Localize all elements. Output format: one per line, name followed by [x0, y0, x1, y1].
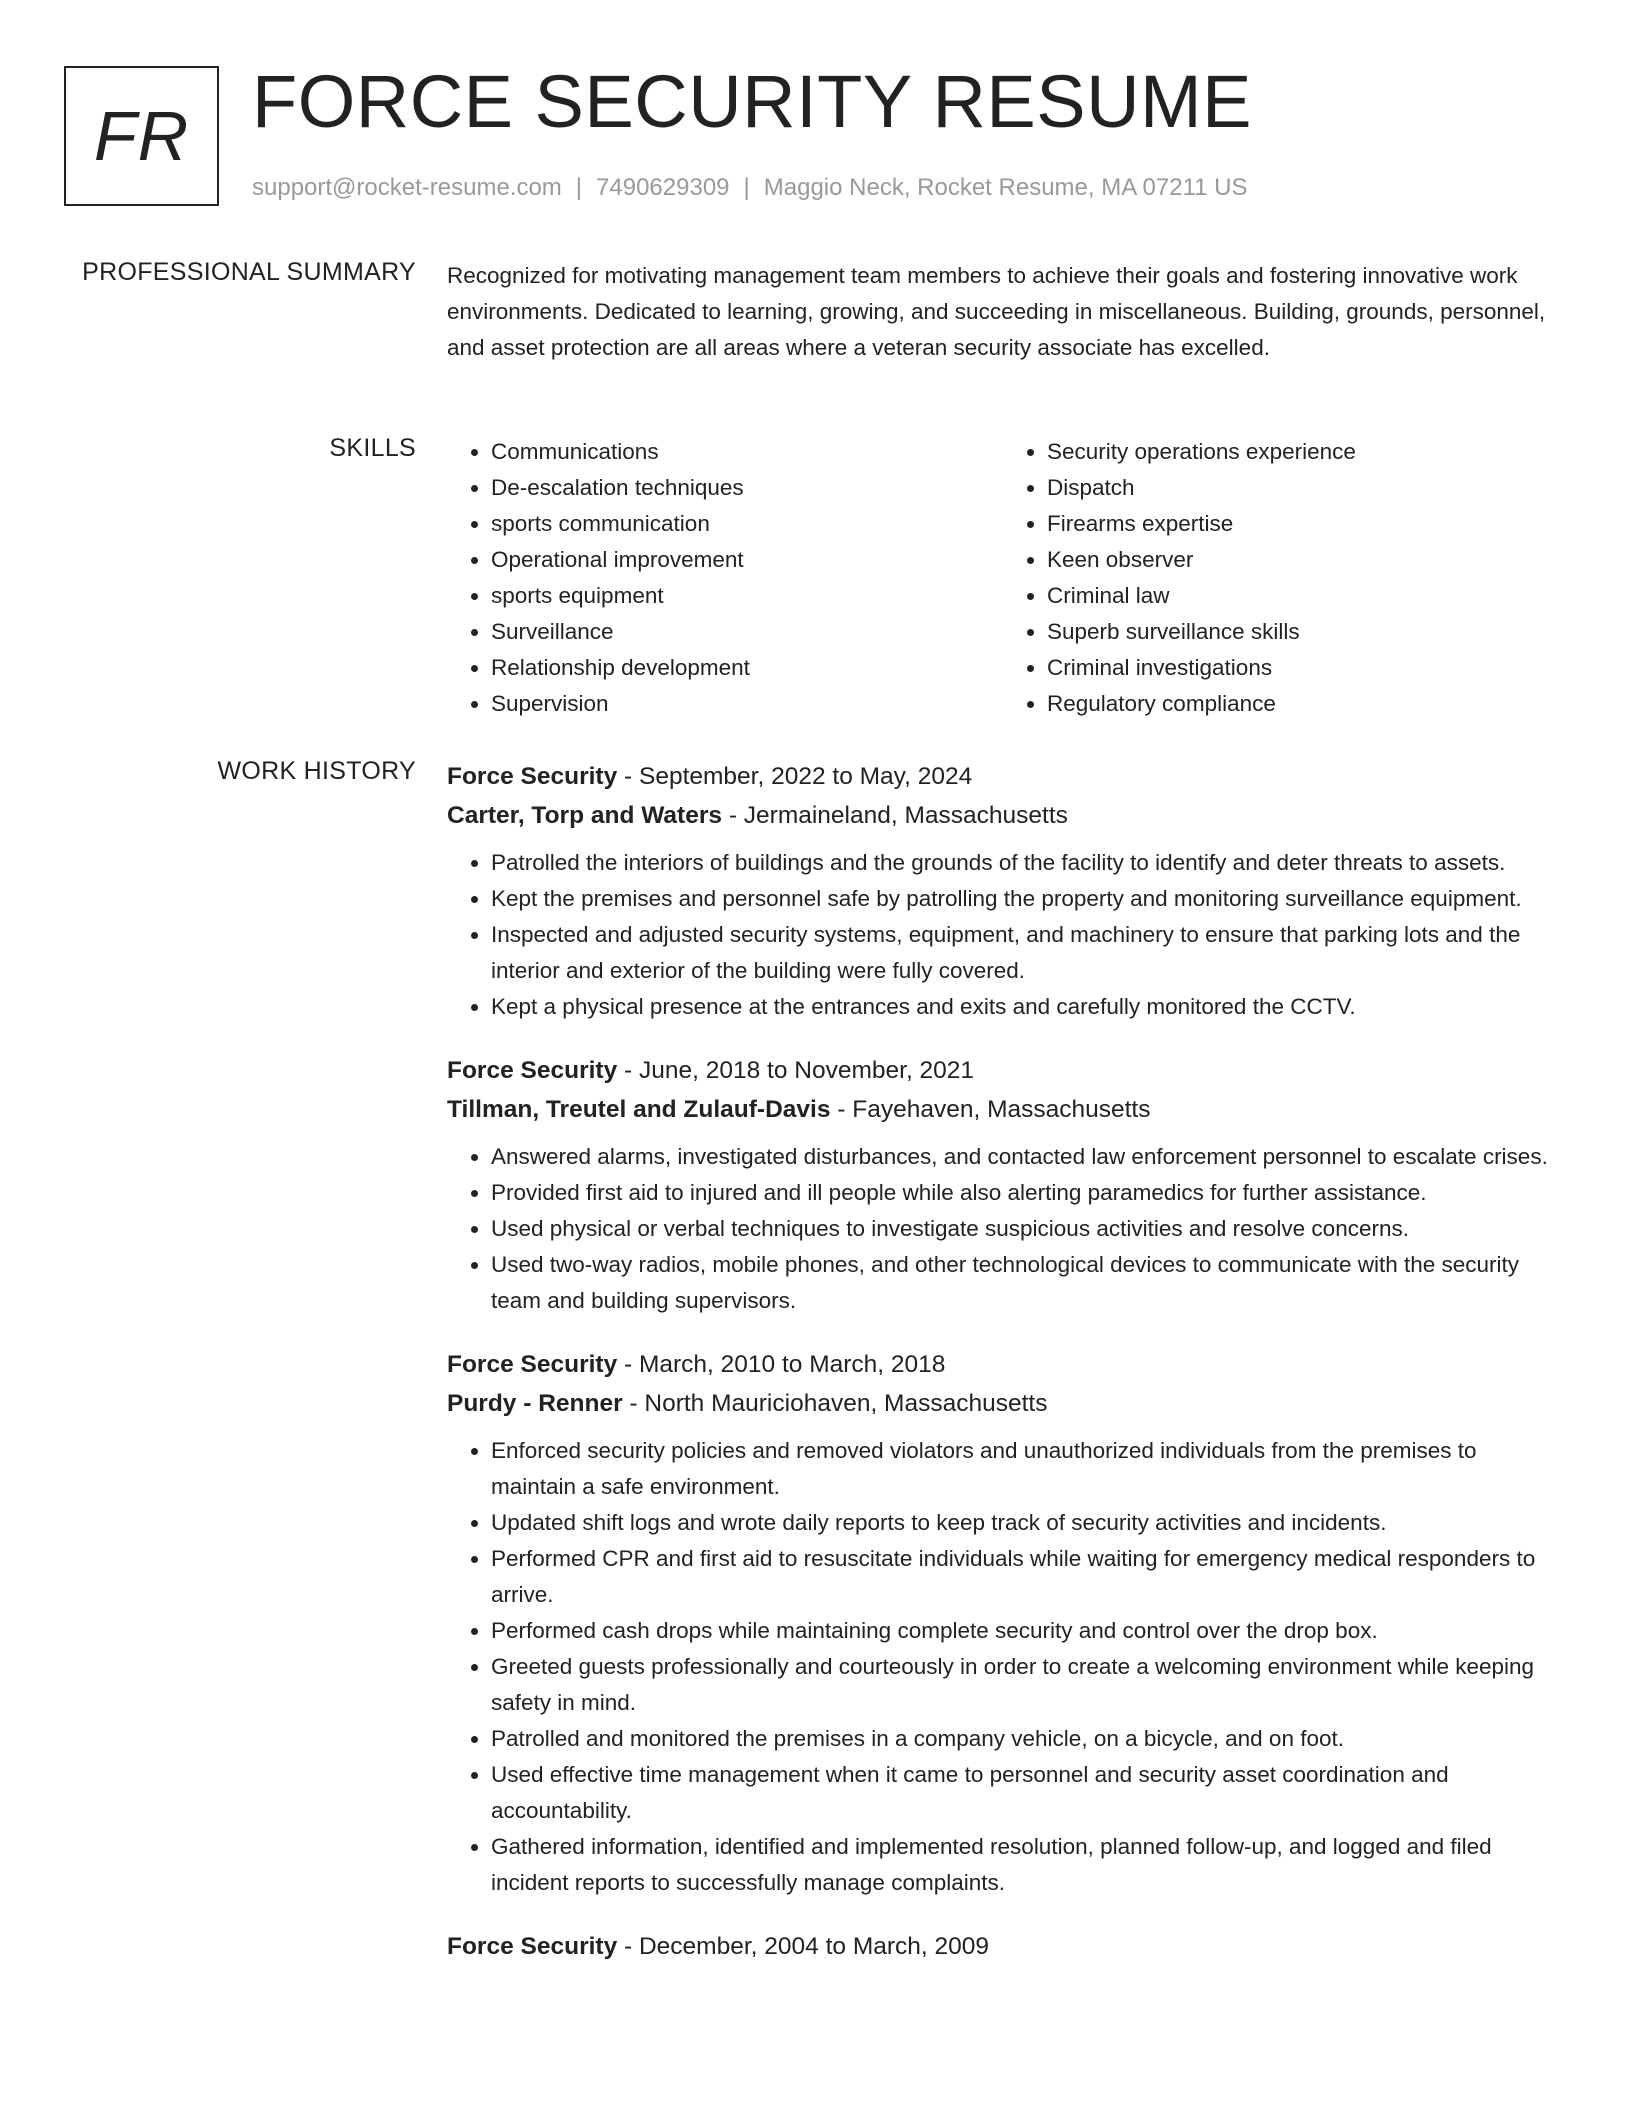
summary-text: Recognized for motivating management team members to achieve their goals and fostering innovative work environments. Dedicated to learning, growing, and succeeding in miscellaneous. Building, grounds, personnel, and asset protection are all areas where a veteran security associate has excelled. — [447, 263, 1546, 360]
work-history-heading: WORK HISTORY — [217, 757, 416, 785]
job-dates: - March, 2010 to March, 2018 — [617, 1351, 946, 1378]
skill-item: • Supervision — [491, 686, 1003, 722]
skill-item: • Relationship development — [491, 650, 1003, 686]
skill-item: • Firearms expertise — [1047, 506, 1559, 542]
job-bullet: • Kept a physical presence at the entrances and exits and carefully monitored the CCTV. — [491, 989, 1559, 1025]
job-title: Force Security — [447, 1057, 618, 1084]
job-title-line — [447, 757, 1559, 796]
job-company: Carter, Torp and Waters — [447, 802, 723, 829]
job-bullet: • Patrolled and monitored the premises in a company vehicle, on a bicycle, and on foot. — [491, 1721, 1559, 1757]
skill-item: • Superb surveillance skills — [1047, 614, 1559, 650]
job-location: - Fayehaven, Massachusetts — [830, 1096, 1151, 1123]
job-entry — [447, 1051, 1559, 1319]
job-bullet: • Enforced security policies and removed violators and unauthorized individuals from the premises to maintain a safe environment. — [491, 1433, 1559, 1505]
job-bullet: • Performed CPR and first aid to resuscitate individuals while waiting for emergency medical responders to arrive. — [491, 1541, 1559, 1613]
job-bullet: • Used effective time management when it came to personnel and security asset coordination and accountability. — [491, 1757, 1559, 1829]
skills-columns — [447, 434, 1559, 722]
job-location: - Jermaineland, Massachusetts — [722, 802, 1068, 829]
skill-item: • Security operations experience — [1047, 434, 1559, 470]
job-bullet: • Patrolled the interiors of buildings and the grounds of the facility to identify and deter threats to assets. — [491, 845, 1559, 881]
skills-body — [447, 434, 1559, 722]
job-entry — [447, 757, 1559, 1025]
job-title: Force Security — [447, 763, 618, 790]
skill-item: • Regulatory compliance — [1047, 686, 1559, 722]
job-title-line — [447, 1051, 1559, 1090]
job-bullet: • Answered alarms, investigated disturbances, and contacted law enforcement personnel to escalate crises. — [491, 1139, 1559, 1175]
skill-item: • sports communication — [491, 506, 1003, 542]
job-company-line — [447, 1384, 1559, 1423]
skill-item: • De-escalation techniques — [491, 470, 1003, 506]
job-entry — [447, 1927, 1559, 1966]
job-title-line — [447, 1345, 1559, 1384]
job-bullet-list — [447, 845, 1559, 1025]
summary-heading: PROFESSIONAL SUMMARY — [82, 258, 416, 286]
job-bullet-list — [447, 1139, 1559, 1319]
contact-separator: | — [575, 174, 583, 201]
skill-item: • Dispatch — [1047, 470, 1559, 506]
contact-line — [252, 174, 1248, 202]
job-bullet: • Inspected and adjusted security systems, equipment, and machinery to ensure that parking lots and the interior and exterior of the building were fully covered. — [491, 917, 1559, 989]
skill-item: • Communications — [491, 434, 1003, 470]
job-company-line — [447, 796, 1559, 835]
skills-list-left — [447, 434, 1003, 722]
work-history-body — [447, 757, 1559, 1992]
skill-item: • sports equipment — [491, 578, 1003, 614]
skills-heading: SKILLS — [329, 434, 416, 462]
resume-header — [64, 60, 1564, 216]
job-bullet: • Gathered information, identified and implemented resolution, planned follow-up, and logged and filed incident reports to successfully manage complaints. — [491, 1829, 1559, 1901]
job-dates: - December, 2004 to March, 2009 — [617, 1933, 990, 1960]
skill-item: • Keen observer — [1047, 542, 1559, 578]
job-title-line — [447, 1927, 1559, 1966]
summary-body — [447, 258, 1559, 366]
job-bullet: • Updated shift logs and wrote daily reports to keep track of security activities and incidents. — [491, 1505, 1559, 1541]
job-company-line — [447, 1090, 1559, 1129]
contact-email: support@rocket-resume.com — [252, 174, 562, 201]
job-bullet: • Used physical or verbal techniques to investigate suspicious activities and resolve concerns. — [491, 1211, 1559, 1247]
job-dates: - September, 2022 to May, 2024 — [617, 763, 973, 790]
job-bullet: • Performed cash drops while maintaining complete security and control over the drop box. — [491, 1613, 1559, 1649]
job-title: Force Security — [447, 1351, 618, 1378]
skills-list-right — [1003, 434, 1559, 722]
job-bullet: • Greeted guests professionally and courteously in order to create a welcoming environment while keeping safety in mind. — [491, 1649, 1559, 1721]
job-entry — [447, 1345, 1559, 1901]
job-bullet-list — [447, 1433, 1559, 1901]
job-company: Purdy - Renner — [447, 1390, 623, 1417]
job-location: - North Mauriciohaven, Massachusetts — [622, 1390, 1048, 1417]
job-dates: - June, 2018 to November, 2021 — [617, 1057, 975, 1084]
job-title: Force Security — [447, 1933, 618, 1960]
skill-item: • Criminal law — [1047, 578, 1559, 614]
skill-item: • Criminal investigations — [1047, 650, 1559, 686]
skill-item: • Operational improvement — [491, 542, 1003, 578]
job-bullet: • Provided first aid to injured and ill people while also alerting paramedics for further assistance. — [491, 1175, 1559, 1211]
contact-separator: | — [743, 174, 750, 201]
job-bullet: • Kept the premises and personnel safe by patrolling the property and monitoring surveillance equipment. — [491, 881, 1559, 917]
monogram-badge: FR — [64, 66, 219, 206]
contact-phone: 7490629309 — [596, 174, 730, 201]
job-company: Tillman, Treutel and Zulauf-Davis — [447, 1096, 831, 1123]
resume-title: FORCE SECURITY RESUME — [252, 60, 1253, 143]
contact-address: Maggio Neck, Rocket Resume, MA 07211 US — [763, 174, 1248, 201]
job-bullet: • Used two-way radios, mobile phones, and other technological devices to communicate with the security team and building supervisors. — [491, 1247, 1559, 1319]
skill-item: • Surveillance — [491, 614, 1003, 650]
